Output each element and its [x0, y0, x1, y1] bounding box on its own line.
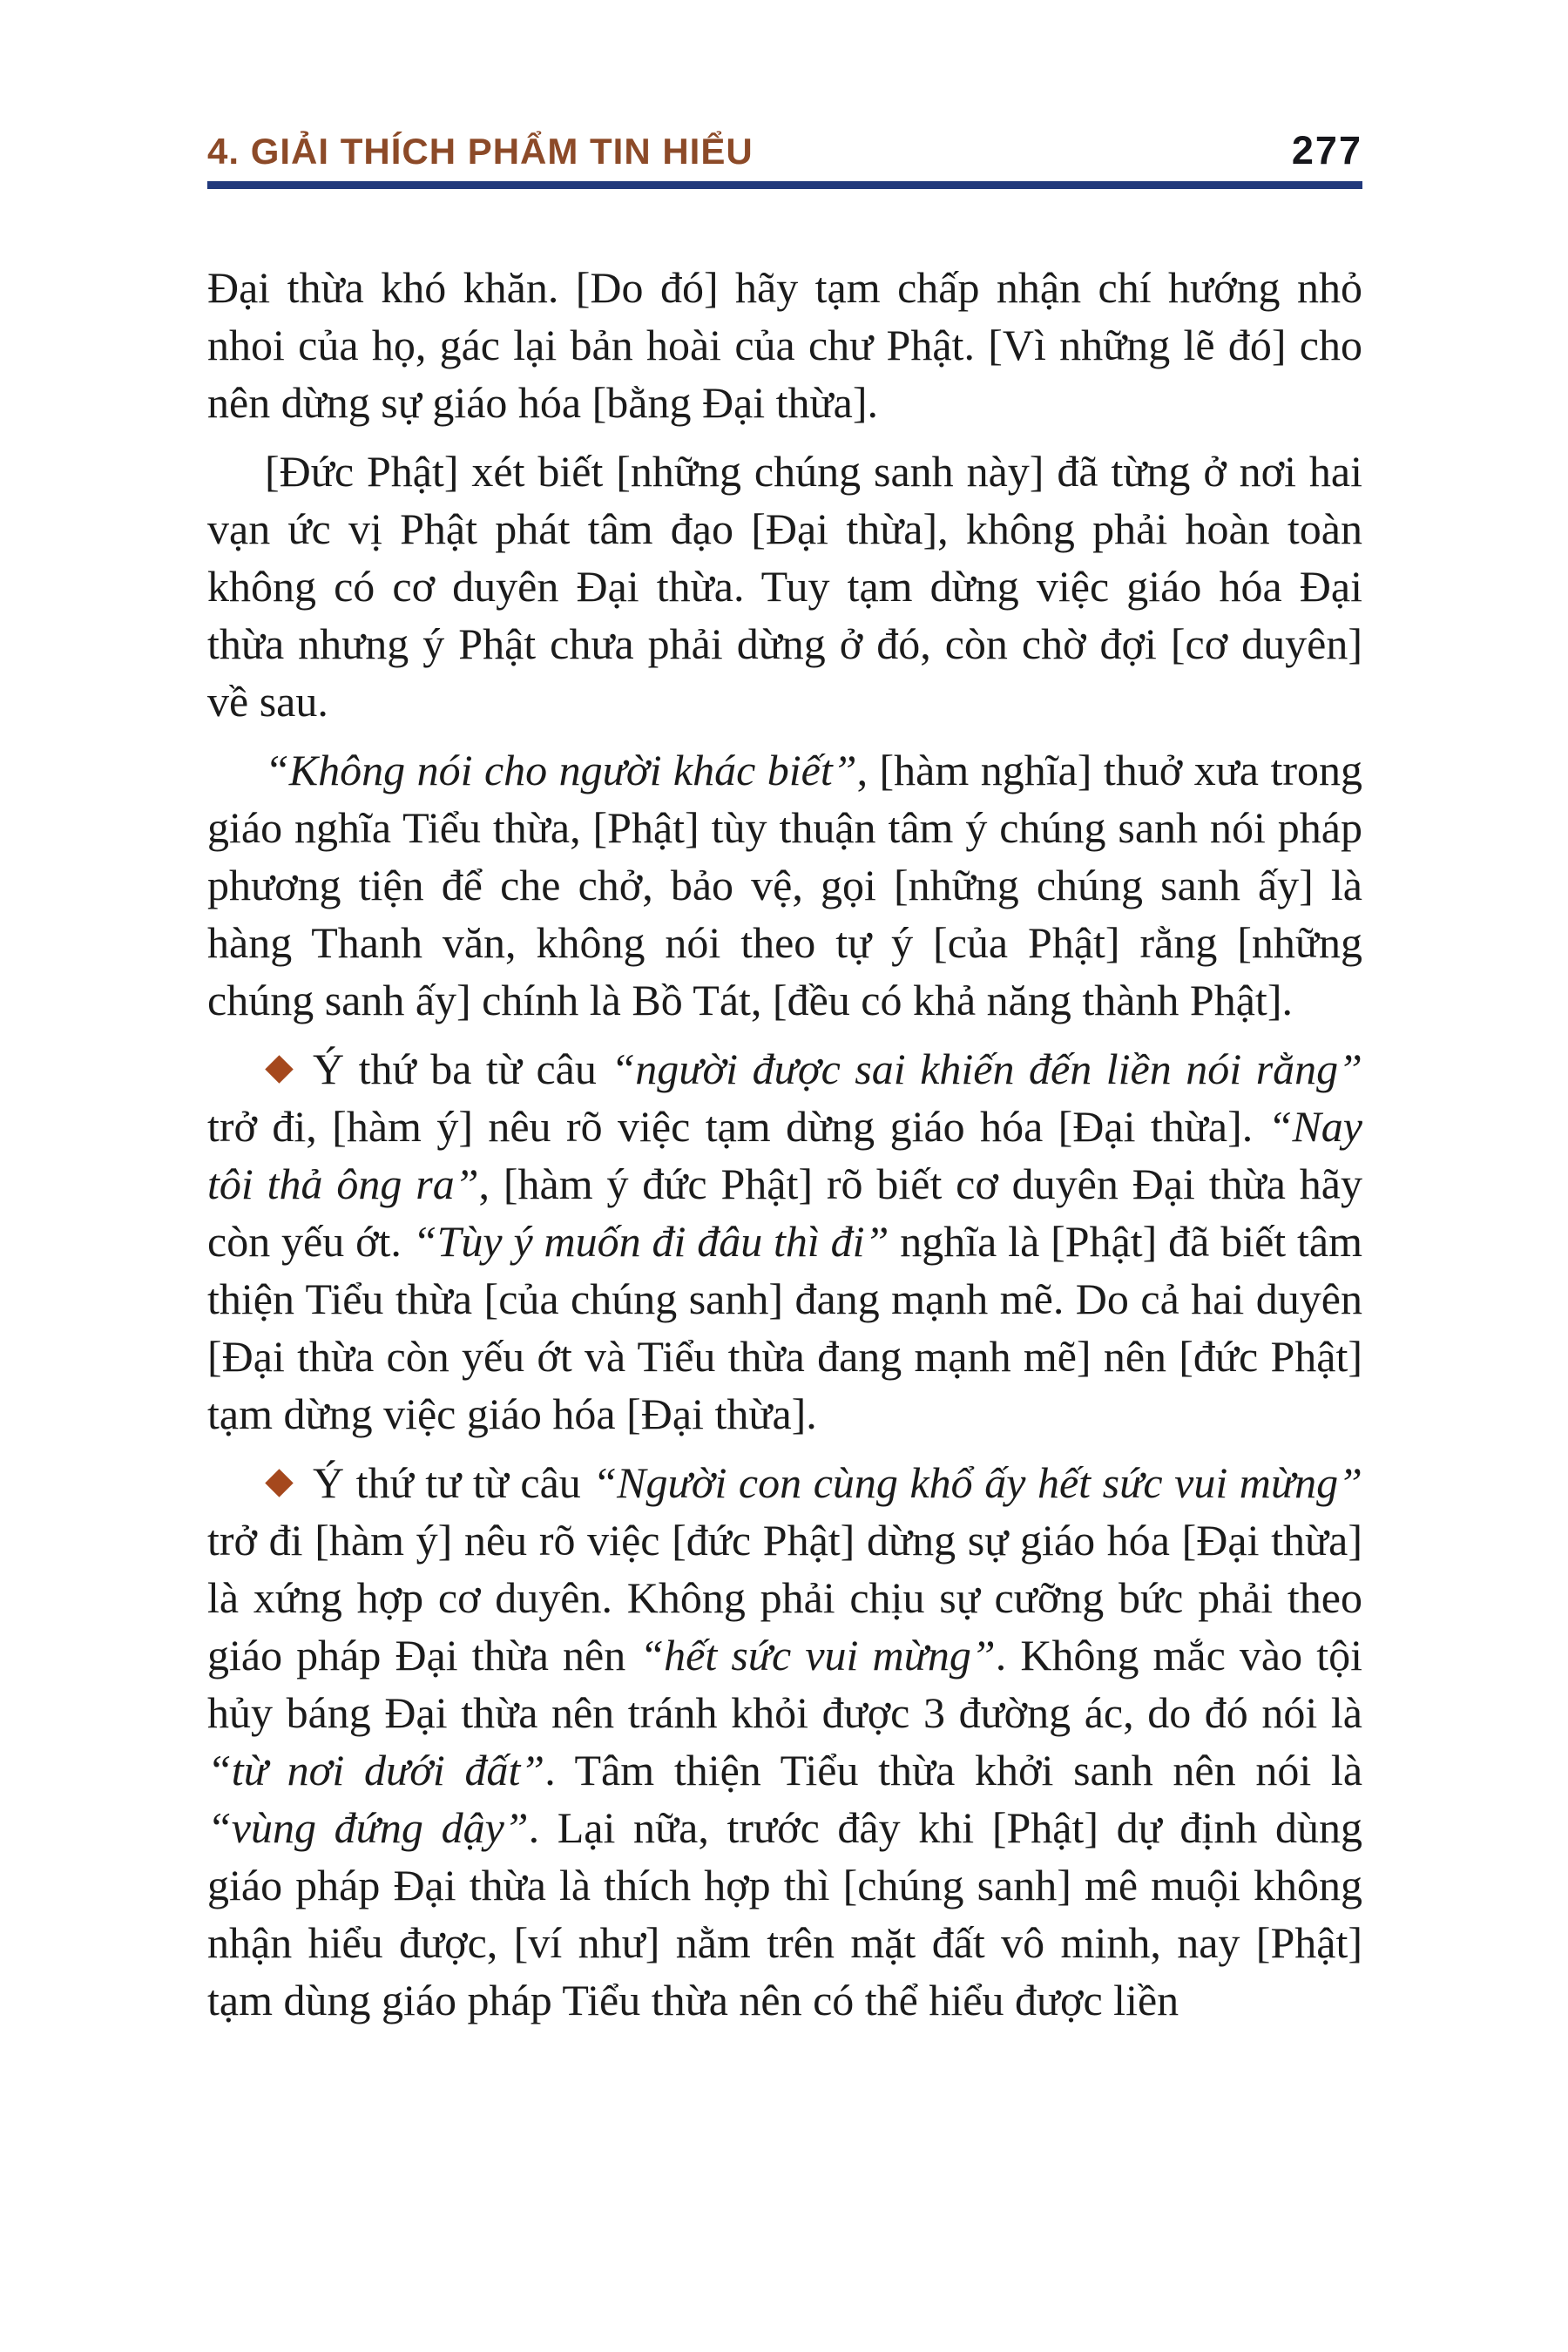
page-number: 277: [1291, 128, 1362, 172]
running-header-title: 4. GIẢI THÍCH PHẨM TIN HIỂU: [207, 131, 754, 172]
body-run: , [hàm ý đức Phật] rõ biết cơ duyên Đại thừa hãy còn yếu ớt.: [207, 1159, 1362, 1266]
body-run: trở đi, [hàm ý] nêu rõ việc tạm dừng giáo hóa [Đại thừa].: [207, 1102, 1268, 1151]
quoted-sutra-phrase: “vùng đứng dậy”: [207, 1803, 529, 1852]
diamond-bullet-icon: [265, 1055, 294, 1084]
body-run: , [hàm nghĩa] thuở xưa trong giáo nghĩa Tiểu thừa, [Phật] tùy thuận tâm ý chúng sanh nói pháp phương tiện để che chở, bảo vệ, gọi [những chúng sanh ấy] là hàng Thanh văn, không nói theo tự ý [của Phật] rằng [những chúng sanh ấy] chính là Bồ Tát, [đều có khả năng thành Phật].: [207, 746, 1362, 1024]
quoted-sutra-phrase: “hết sức vui mừng”: [639, 1631, 996, 1680]
diamond-bullet-icon: [265, 1469, 294, 1497]
header-rule-divider: [207, 181, 1362, 189]
body-run: Ý thứ tư từ câu: [313, 1458, 593, 1507]
quoted-sutra-phrase: “từ nơi dưới đất”: [207, 1746, 545, 1794]
body-run: . Không mắc vào tội hủy báng Đại thừa nên tránh khỏi được 3 đường ác, do đó nói là: [207, 1631, 1362, 1737]
paragraph: [207, 443, 1362, 730]
page-header: [207, 128, 1362, 172]
bullet-paragraph: [207, 1454, 1362, 2029]
quoted-sutra-phrase: “Không nói cho người khác biết”: [265, 746, 857, 794]
quoted-sutra-phrase: “Người con cùng khổ ấy hết sức vui mừng”: [592, 1458, 1362, 1507]
body-text: [207, 259, 1362, 2029]
quoted-sutra-phrase: “Nay tôi thả ông ra”: [207, 1102, 1362, 1208]
paragraph: [207, 741, 1362, 1029]
body-run: Đại thừa khó khăn. [Do đó] hãy tạm chấp nhận chí hướng nhỏ nhoi của họ, gác lại bản hoài của chư Phật. [Vì những lẽ đó] cho nên dừng sự giáo hóa [bằng Đại thừa].: [207, 263, 1362, 427]
body-run: Ý thứ ba từ câu: [313, 1044, 612, 1093]
paragraph: [207, 259, 1362, 431]
quoted-sutra-phrase: “người được sai khiến đến liền nói rằng”: [611, 1044, 1362, 1093]
body-run: . Lại nữa, trước đây khi [Phật] dự định dùng giáo pháp Đại thừa là thích hợp thì [chúng sanh] mê muội không nhận hiểu được, [ví như] nằm trên mặt đất vô minh, nay [Phật] tạm dùng giáo pháp Tiểu thừa nên có thể hiểu được liền: [207, 1803, 1362, 2024]
body-run: trở đi [hàm ý] nêu rõ việc [đức Phật] dừng sự giáo hóa [Đại thừa] là xứng hợp cơ duyên. Không phải chịu sự cưỡng bức phải theo giáo pháp Đại thừa nên: [207, 1516, 1362, 1680]
bullet-paragraph: [207, 1040, 1362, 1443]
body-run: nghĩa là [Phật] đã biết tâm thiện Tiểu thừa [của chúng sanh] đang mạnh mẽ. Do cả hai duyên [Đại thừa còn yếu ớt và Tiểu thừa đang mạnh mẽ] nên [đức Phật] tạm dừng việc giáo hóa [Đại thừa].: [207, 1217, 1363, 1438]
body-run: . Tâm thiện Tiểu thừa khởi sanh nên nói là: [544, 1746, 1363, 1794]
body-run: [Đức Phật] xét biết [những chúng sanh này] đã từng ở nơi hai vạn ức vị Phật phát tâm đạo [Đại thừa], không phải hoàn toàn không có cơ duyên Đại thừa. Tuy tạm dừng việc giáo hóa Đại thừa nhưng ý Phật chưa phải dừng ở đó, còn chờ đợi [cơ duyên] về sau.: [207, 447, 1362, 726]
quoted-sutra-phrase: “Tùy ý muốn đi đâu thì đi”: [412, 1217, 889, 1266]
